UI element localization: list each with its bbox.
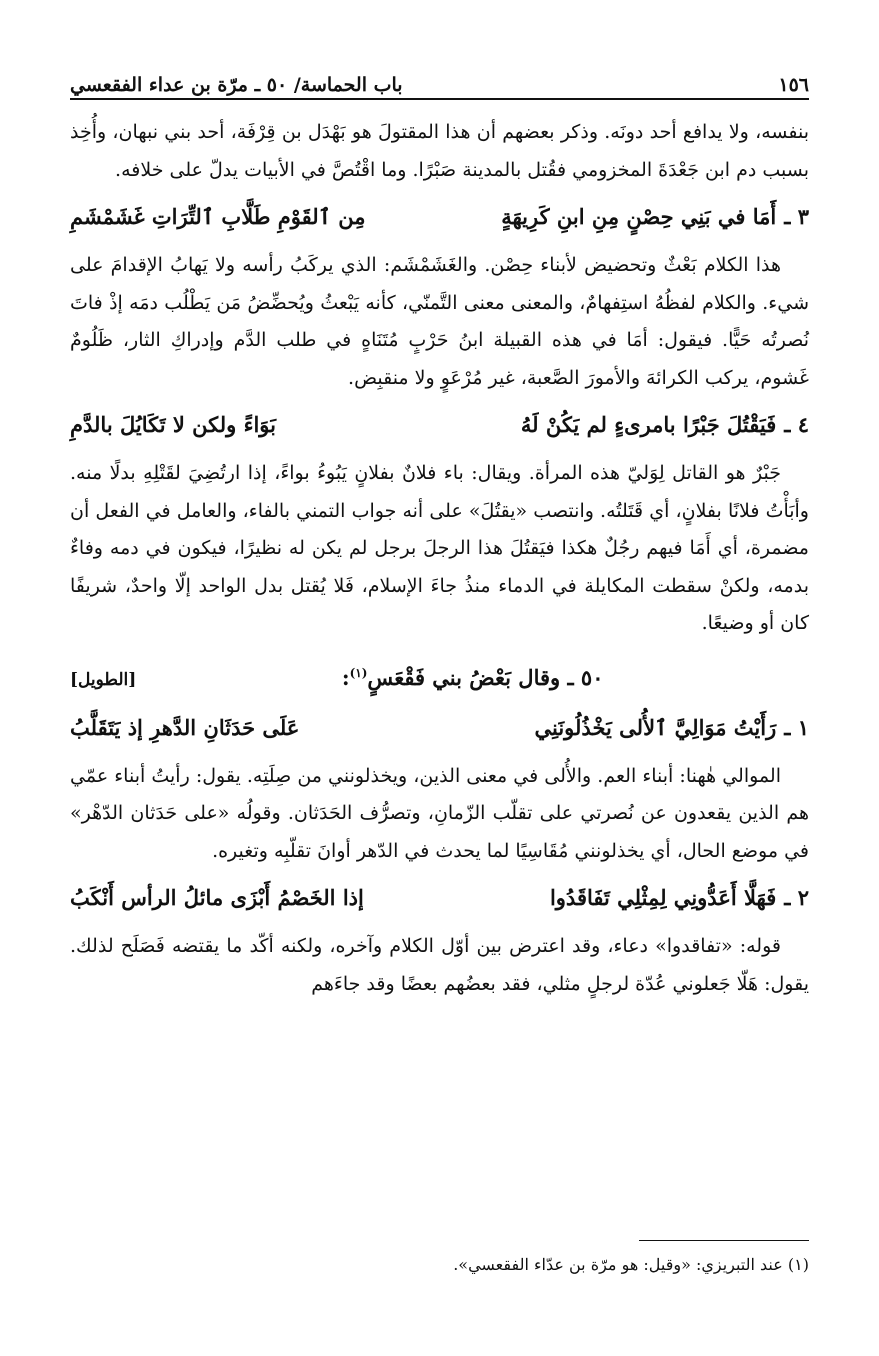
footnote-text: عند التبريزي: «وقيل: هو مرّة بن عدّاء الفقعسي». (453, 1255, 783, 1274)
running-title: باب الحماسة/ ٥٠ ـ مرّة بن عداء الفقعسي (70, 74, 403, 96)
verse-first-hemistich: فَيَقْتُلَ جَبْرًا بامرىءٍ لم يَكُنْ لَهُ (520, 412, 777, 437)
paragraph-2: هذا الكلام بَعْثٌ وتحضيض لأبناء حِصْن. والغَشَمْشَم: الذي يركَبُ رأسه ولا يَهابُ الإقدامَ على شيء. والكلام لفظُهُ استِفهامٌ، والمعنى معنى التَّمنّي، كأنه يَبْعثُ ويُحضِّضُ مَن يَطْلُب دمَه إذْ فاتَ نُصرتُه حَيًّا. فيقول: أمَا في هذه القبيلة ابنُ حَرْبٍ مُتَنَاهٍ في طلب الدَّم وإدراكِ الثار، ظَلُومٌ غَشوم، يركب الكرائهَ والأمورَ الصَّعبة، غير مُرْعَوٍ ولا منقبِض. (70, 254, 809, 389)
verse-number: ١ ـ (784, 714, 809, 740)
paragraph-5: قوله: «تفاقدوا» دعاء، وقد اعترض بين أوّل الكلام وآخره، ولكنه أكّد ما يقتضه فَصَلَح لذلك. يقول: هَلّا جَعلوني عُدّة لرجلٍ مثلي، فقد بعضُهم بعضًا وقد جاءَهم (70, 935, 809, 995)
header-rule (70, 98, 809, 100)
poem-meter: [الطويل] (70, 669, 137, 690)
verse-first-hemistich: أَمَا في بَنِي حِصْنٍ مِنِ ابنِ كَرِيهَةٍ (501, 204, 777, 229)
footnote-reference[interactable]: (١) (349, 665, 368, 680)
paragraph-1: بنفسه، ولا يدافع أحد دونَه. وذكر بعضهم أن هذا المقتولَ هو بَهْدَل بن قِرْفَة، أحد بني نبهان، وأُخِذ بسبب دم ابن جَعْدَةَ المخزومي فقُتل بالمدينة صَبْرًا. وما اقْتُصَّ في الأبيات يدلّ على خلافه. (70, 121, 809, 181)
footnote-mark: (١) (787, 1255, 809, 1274)
paragraph-3: جَبْرٌ هو القاتل لِوَليّ هذه المرأة. ويقال: باء فلانٌ بفلانٍ يَبُوءُ بواءً، إذا ارتُضِيَ لقَتْلِهِ بدلًا منه. وأبَأْتُ فلانًا بفلانٍ، أي قَتَلتُه. وانتصب «يقتُلَ» على أنه جواب التمني بالفاء، والعامل في الفعل أن مضمرة، أي أَمَا فيهم رجُلٌ هكذا فيَقتُلَ هذا الرجلَ برجل لم يكن له نظيرًا، فيكون في دمه وفاءٌ بدمه، ولكنْ سقطت المكايلة في الدماء منذُ جاءَ الإسلام، فَلا يُقتل بدل الواحد إلّا واحدٌ، شريفًا كان أو وضيعًا. (70, 462, 809, 634)
paragraph-4: الموالي هٰهنا: أبناء العم. والأُلى في معنى الذين، ويخذلونني من صِلَتِه. يقول: رأيتُ أبناء عمّي هم الذين يقعدون عن نُصرتي على تقلّب الزّمانِ، وتصرُّف الحَدَثان. وقولُه «على حَدَثان الدّهْر» في موضع الحال، أي يخذلونني مُقَاسِيًا لما يحدث في الدّهر أوانَ تقلّبِه وتغيره. (70, 764, 809, 862)
verse-number: ٢ ـ (784, 885, 809, 910)
page-number: ١٥٦ (778, 74, 809, 96)
verse-6 (70, 878, 809, 918)
verse-3 (70, 197, 809, 237)
verse-4 (70, 405, 809, 445)
verse-second-hemistich: إذا الخَصْمُ أَبْزَى مائلُ الرأس أَنْكَبُ (70, 885, 364, 910)
verse-first-hemistich: فَهَلَّا أَعَدُّونِي لِمِثْلِي تَفَاقَدُوا (549, 885, 777, 910)
poem-title (136, 651, 809, 700)
footnote (70, 1252, 809, 1278)
verse-second-hemistich: عَلَى حَدَثَانِ الدَّهرِ إذ يَتَقَلَّبُ (70, 714, 300, 740)
poem-title-text: ٥٠ ـ وقال بَعْضُ بني فَقْعَسٍ (367, 664, 604, 690)
page-header (70, 62, 809, 96)
verse-second-hemistich: مِن ٱلقَوْمِ طَلَّابِ ٱلتِّرَاتِ غَشَمْشَمِ (70, 204, 366, 229)
poem-title-colon: : (341, 664, 350, 690)
book-page (70, 0, 809, 1356)
verse-second-hemistich: بَوَاءً ولكن لا تَكَايُلَ بالدَّمِ (70, 412, 277, 437)
verse-first-hemistich: رَأَيْتُ مَوَالِيَّ ٱلأُلى يَخْذُلُونَنِي (534, 714, 777, 740)
verse-5 (70, 708, 809, 748)
verse-number: ٣ ـ (784, 204, 809, 229)
poem-heading (70, 651, 809, 702)
footnote-rule (639, 1240, 809, 1241)
page-content (70, 114, 809, 1011)
verse-number: ٤ ـ (784, 412, 809, 437)
